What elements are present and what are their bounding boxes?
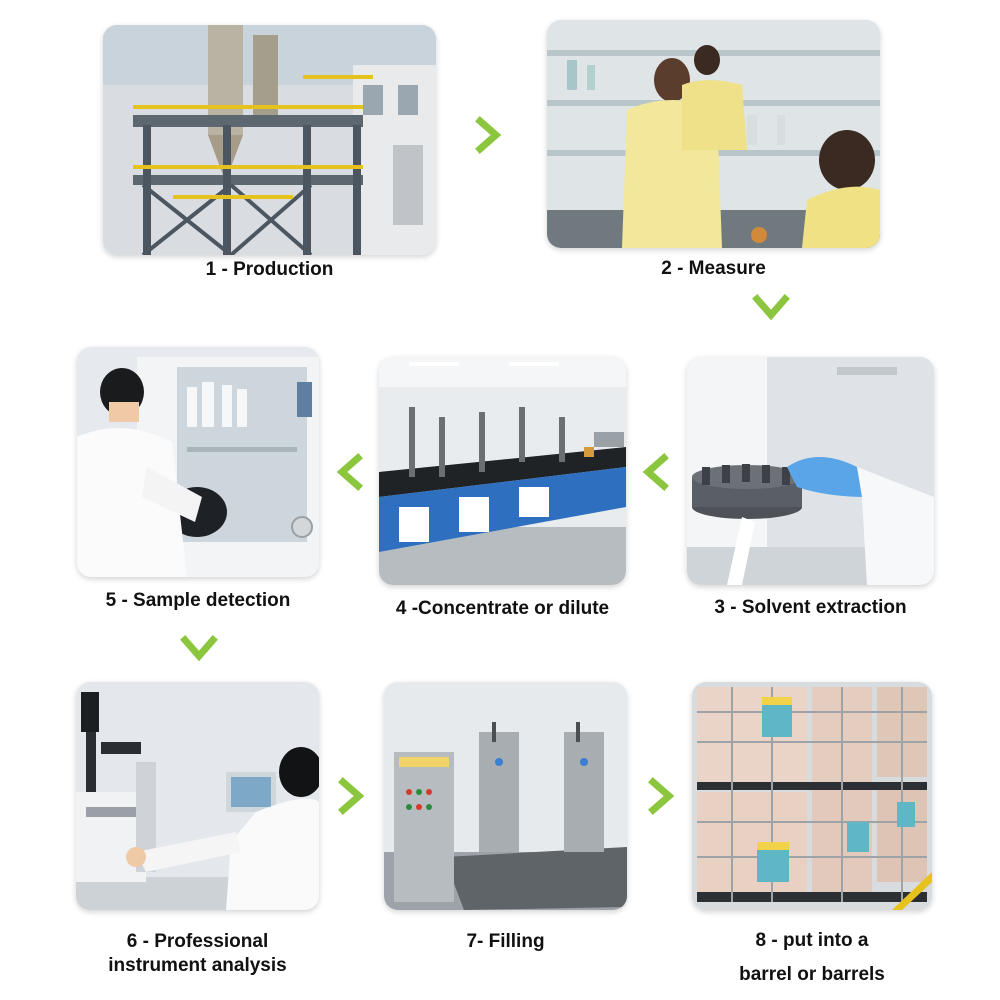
step-3-caption: 3 - Solvent extraction	[714, 597, 907, 618]
step-8-caption	[692, 924, 932, 992]
step-6-caption	[76, 930, 319, 978]
arrow-5-to-6	[179, 628, 219, 668]
step-8-caption-line-1: 8 - put into a	[755, 930, 869, 951]
arrow-2-to-3	[751, 287, 791, 327]
arrow-7-to-8	[641, 776, 681, 816]
step-5-caption: 5 - Sample detection	[105, 590, 291, 611]
arrow-6-to-7	[331, 776, 371, 816]
step-6-caption-line-1: 6 - Professional	[126, 931, 269, 952]
step-2-caption: 2 - Measure	[661, 258, 766, 279]
chevron-left-icon	[330, 452, 370, 492]
step-1-photo	[103, 25, 436, 255]
chevron-right-icon	[641, 776, 681, 816]
step-7-caption: 7- Filling	[466, 931, 545, 952]
chevron-right-icon	[331, 776, 371, 816]
step-6-photo	[76, 682, 319, 910]
step-8-caption-line-2: barrel or barrels	[739, 964, 885, 985]
chevron-left-icon	[636, 452, 676, 492]
chevron-down-icon	[751, 287, 791, 327]
arrow-1-to-2	[468, 115, 508, 155]
arrow-4-to-5	[330, 452, 370, 492]
chevron-right-icon	[468, 115, 508, 155]
step-6-caption-line-2: instrument analysis	[108, 955, 287, 976]
arrow-3-to-4	[636, 452, 676, 492]
step-5-photo	[77, 347, 319, 577]
chevron-down-icon	[179, 628, 219, 668]
step-4-caption: 4 -Concentrate or dilute	[395, 598, 610, 619]
step-3-photo	[687, 357, 934, 585]
step-7-photo	[384, 682, 627, 910]
step-2-photo	[547, 20, 880, 248]
step-8-photo	[692, 682, 932, 910]
step-4-photo	[379, 357, 626, 585]
step-1-caption: 1 - Production	[205, 259, 334, 280]
